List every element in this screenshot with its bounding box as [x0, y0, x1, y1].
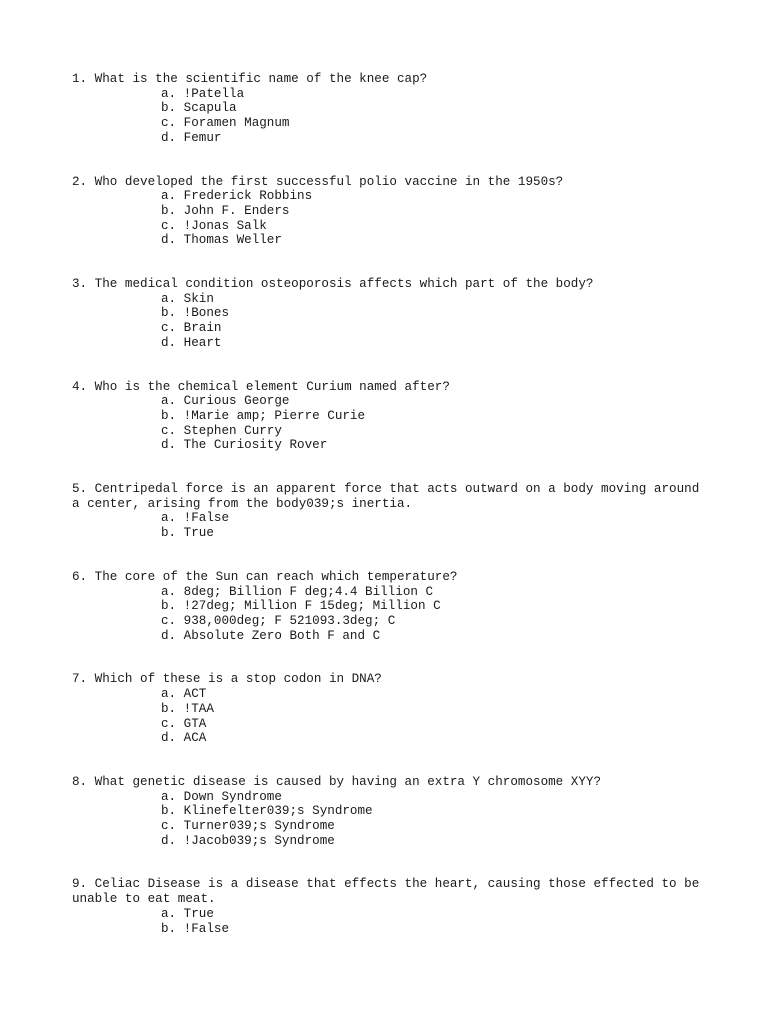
answer-option-a: a. Down Syndrome	[161, 789, 282, 804]
answer-option-b: b. !27deg; Million F 15deg; Million C	[161, 599, 441, 614]
question-8	[72, 775, 702, 849]
answer-option-a: a. Frederick Robbins	[161, 189, 313, 204]
question-text: 5. Centripedal force is an apparent force that acts outward on a body moving around a center, arising from the body039;s inertia.	[72, 482, 707, 511]
answer-option-c: c. !Jonas Salk	[161, 218, 267, 233]
answer-options	[72, 790, 702, 849]
question-5	[72, 482, 707, 541]
answer-option-b: b. True	[161, 526, 214, 541]
answer-option-b: b. !False	[161, 921, 230, 936]
answer-option-d: d. Heart	[161, 335, 222, 350]
answer-option-b: b. Scapula	[161, 101, 237, 116]
answer-option-d: d. Femur	[161, 130, 222, 145]
answer-option-a: a. !Patella	[161, 86, 245, 101]
answer-option-c: c. Foramen Magnum	[161, 116, 290, 131]
answer-option-a: a. Skin	[161, 291, 214, 306]
answer-option-a: a. Curious George	[161, 394, 290, 409]
answer-option-a: a. !False	[161, 511, 230, 526]
answer-option-b: b. Klinefelter039;s Syndrome	[161, 804, 373, 819]
answer-option-a: a. ACT	[161, 687, 207, 702]
answer-options	[72, 394, 702, 453]
answer-option-c: c. Turner039;s Syndrome	[161, 819, 335, 834]
question-text: 1. What is the scientific name of the knee cap?	[72, 72, 428, 86]
answer-option-b: b. John F. Enders	[161, 203, 290, 218]
answer-option-c: c. GTA	[161, 716, 207, 731]
question-6	[72, 570, 702, 644]
question-text: 7. Which of these is a stop codon in DNA?	[72, 672, 382, 687]
answer-option-d: d. ACA	[161, 731, 207, 746]
quiz-document	[72, 72, 707, 965]
answer-options	[72, 87, 702, 146]
answer-option-d: d. !Jacob039;s Syndrome	[161, 833, 335, 848]
answer-options	[72, 907, 702, 936]
answer-option-b: b. !Marie amp; Pierre Curie	[161, 408, 366, 423]
question-2	[72, 175, 702, 249]
question-7	[72, 672, 702, 746]
question-3	[72, 277, 702, 351]
answer-option-b: b. !Bones	[161, 306, 230, 321]
question-4	[72, 380, 702, 454]
question-text: 8. What genetic disease is caused by having an extra Y chromosome XYY?	[72, 774, 602, 789]
question-text: 9. Celiac Disease is a disease that effects the heart, causing those effected to be unable to eat meat.	[72, 877, 707, 907]
answer-options	[72, 292, 702, 351]
answer-options	[72, 687, 702, 746]
question-1	[72, 72, 702, 146]
answer-option-b: b. !TAA	[161, 701, 214, 716]
answer-option-a: a. 8deg; Billion F deg;4.4 Billion C	[161, 584, 434, 599]
answer-options	[72, 585, 702, 644]
answer-option-d: d. Absolute Zero Both F and C	[161, 628, 381, 643]
answer-option-c: c. 938,000deg; F 521093.3deg; C	[161, 613, 396, 628]
question-text: 6. The core of the Sun can reach which temperature?	[72, 569, 458, 584]
answer-option-d: d. The Curiosity Rover	[161, 438, 328, 453]
answer-option-a: a. True	[161, 906, 214, 921]
answer-option-c: c. Brain	[161, 321, 222, 336]
question-text: 2. Who developed the first successful polio vaccine in the 1950s?	[72, 174, 564, 189]
question-text: 3. The medical condition osteoporosis affects which part of the body?	[72, 277, 594, 292]
question-9	[72, 877, 707, 936]
answer-option-d: d. Thomas Weller	[161, 233, 282, 248]
question-text: 4. Who is the chemical element Curium named after?	[72, 379, 450, 394]
answer-option-c: c. Stephen Curry	[161, 423, 282, 438]
answer-options	[72, 189, 702, 248]
answer-options	[72, 511, 702, 540]
